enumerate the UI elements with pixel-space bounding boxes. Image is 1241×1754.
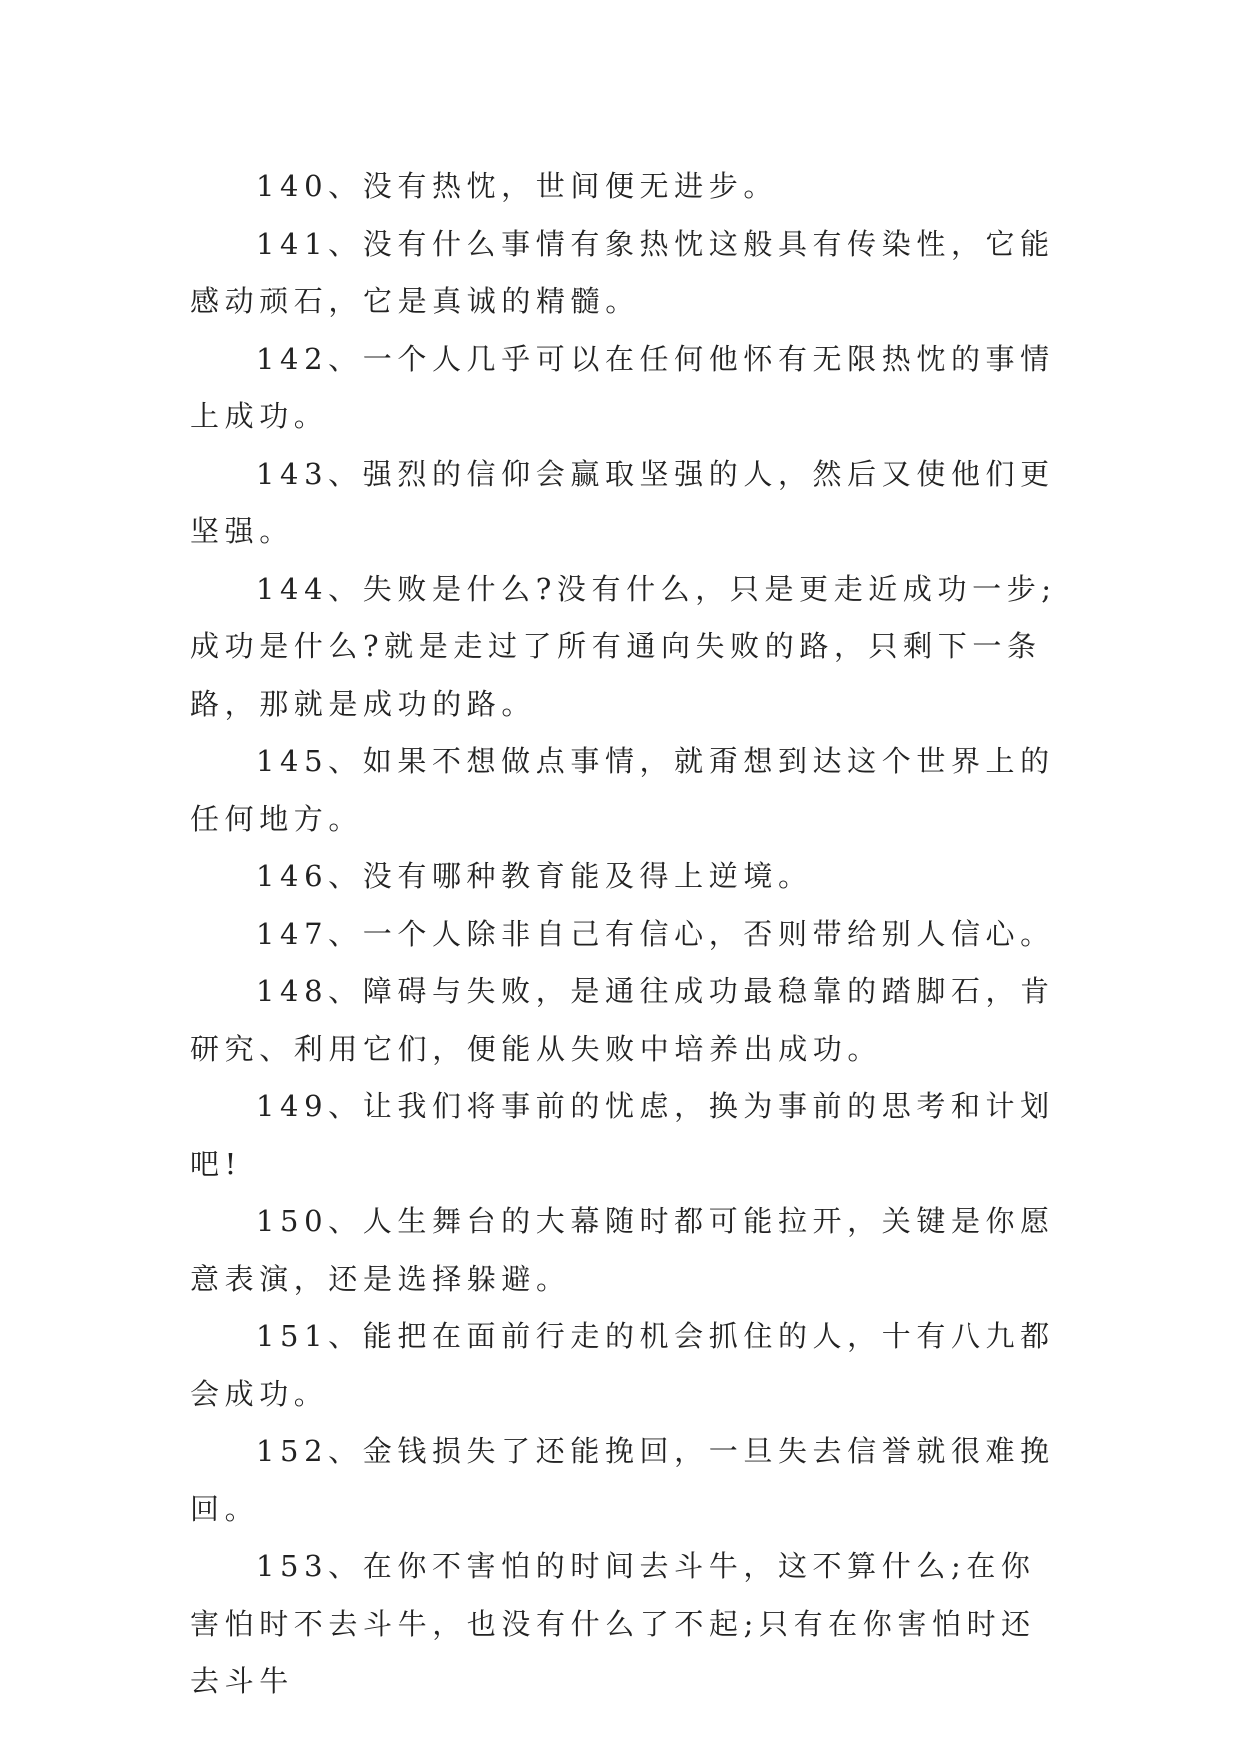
quote-paragraph-145: 145、如果不想做点事情，就甭想到达这个世界上的任何地方。 — [190, 744, 1055, 836]
quote-paragraph-148: 148、障碍与失败，是通往成功最稳靠的踏脚石，肯研究、利用它们，便能从失败中培养出成功。 — [190, 974, 1055, 1066]
quote-paragraph-140: 140、没有热忱，世间便无进步。 — [256, 169, 778, 203]
document-body — [190, 158, 1060, 1711]
quote-paragraph-147: 147、一个人除非自己有信心，否则带给别人信心。 — [256, 916, 1055, 951]
quote-paragraph-141: 141、没有什么事情有象热忱这般具有传染性，它能感动顽石，它是真诚的精髓。 — [190, 226, 1055, 318]
quote-paragraph-150: 150、人生舞台的大幕随时都可能拉开，关键是你愿意表演，还是选择躲避。 — [190, 1204, 1055, 1296]
quote-paragraph-142: 142、一个人几乎可以在任何他怀有无限热忱的事情上成功。 — [190, 341, 1055, 433]
quote-paragraph-146: 146、没有哪种教育能及得上逆境。 — [256, 859, 813, 893]
quote-paragraph-151: 151、能把在面前行走的机会抓住的人，十有八九都会成功。 — [190, 1319, 1055, 1411]
quote-paragraph-149: 149、让我们将事前的忧虑，换为事前的思考和计划吧! — [190, 1089, 1055, 1181]
quote-paragraph-144: 144、失败是什么?没有什么，只是更走近成功一步;成功是什么?就是走过了所有通向失败的路，只剩下一条路，那就是成功的路。 — [190, 571, 1057, 721]
quote-paragraph-153: 153、在你不害怕的时间去斗牛，这不算什么;在你害怕时不去斗牛，也没有什么了不起;只有在你害怕时还去斗牛 — [190, 1549, 1036, 1698]
quote-paragraph-143: 143、强烈的信仰会赢取坚强的人，然后又使他们更坚强。 — [190, 456, 1055, 548]
quote-paragraph-152: 152、金钱损失了还能挽回，一旦失去信誉就很难挽回。 — [190, 1434, 1055, 1526]
